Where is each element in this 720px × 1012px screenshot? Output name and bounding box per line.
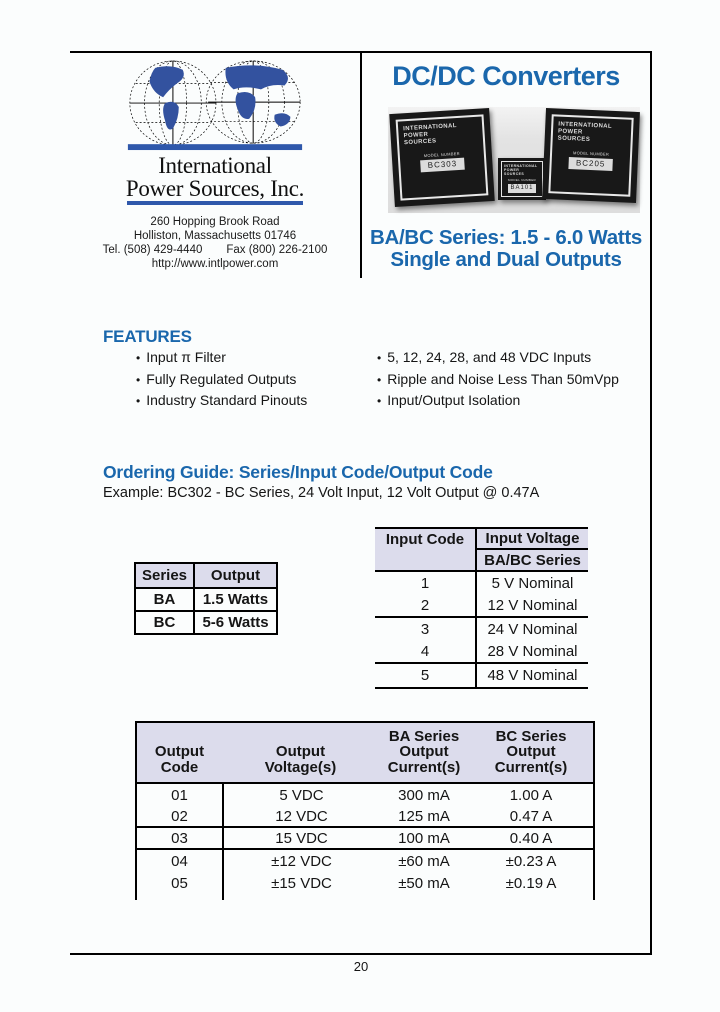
- table-header-cell: [379, 723, 469, 784]
- feature-text: Industry Standard Pinouts: [146, 392, 308, 409]
- header-line: Current(s): [387, 758, 461, 776]
- company-name-line1: International: [158, 153, 272, 178]
- module-model-caption: MODEL NUMBER: [508, 178, 536, 182]
- module-model-caption: MODEL NUMBER: [572, 150, 610, 157]
- table-cell: 28 V Nominal: [475, 641, 588, 664]
- table-cell: 0.40 A: [469, 828, 593, 850]
- header-line: Code: [160, 758, 199, 776]
- table-cell: 01: [171, 786, 188, 804]
- features-list-right: [377, 347, 619, 412]
- company-name-line2: Power Sources, Inc.: [125, 176, 305, 201]
- right-rule: [650, 51, 652, 955]
- table-cell: ±0.23 A: [505, 852, 557, 870]
- module-brand-line: SOURCES: [403, 138, 437, 147]
- table-cell: 125 mA: [379, 806, 469, 828]
- module-brand-line: INTERNATIONAL: [558, 121, 613, 130]
- product-title: DC/DC Converters: [392, 61, 620, 91]
- header-line: Current(s): [494, 758, 568, 776]
- table-cell: 02: [137, 806, 222, 828]
- ordering-guide-heading: Ordering Guide: Series/Input Code/Output Code: [103, 462, 493, 482]
- table-header-cell: Series: [136, 564, 193, 587]
- table-cell: 12 V Nominal: [475, 595, 588, 618]
- table-cell: 5 VDC: [222, 784, 379, 806]
- module-brand-line: INTERNATIONAL: [403, 123, 458, 133]
- address-street: 260 Hopping Brook Road: [150, 216, 280, 228]
- module-model-number: BC303: [420, 158, 465, 173]
- table-cell: 5: [420, 667, 430, 684]
- table-cell: 0.47 A: [469, 806, 593, 828]
- output-code-table: [135, 721, 595, 900]
- feature-item: [377, 369, 619, 391]
- features-list-left: [136, 347, 307, 412]
- module-brand-line: POWER: [557, 128, 583, 136]
- series-subtitle-line1: BA/BC Series: 1.5 - 6.0 Watts: [370, 226, 642, 249]
- table-header-cell: [222, 723, 379, 784]
- feature-item: [377, 390, 619, 412]
- series-output-table: [134, 562, 278, 635]
- table-cell: 15 VDC: [222, 828, 379, 850]
- page-number: 20: [353, 959, 369, 974]
- converter-module-center: [498, 158, 546, 200]
- bullet-icon: •: [377, 394, 382, 409]
- table-cell: 100 mA: [379, 828, 469, 850]
- table-subheader-cell: BA/BC Series: [475, 550, 588, 572]
- table-cell: 48 V Nominal: [475, 664, 588, 687]
- input-code-table: [375, 527, 588, 689]
- letterhead: [70, 52, 360, 282]
- ordering-guide-example: Example: BC302 - BC Series, 24 Volt Input, 12 Volt Output @ 0.47A: [103, 485, 540, 501]
- header-line: Output: [399, 743, 449, 760]
- module-model-number: BA101: [508, 184, 536, 193]
- module-brand-line: SOURCES: [504, 172, 525, 176]
- table-cell: 2: [375, 595, 475, 618]
- header-line: Voltage(s): [264, 758, 337, 776]
- header-line: Output: [506, 743, 556, 760]
- table-cell: 12 VDC: [222, 806, 379, 828]
- table-cell: ±50 mA: [398, 874, 450, 892]
- header-line: BC Series: [495, 727, 567, 745]
- feature-item: [136, 347, 307, 369]
- series-subtitle-line2: Single and Dual Outputs: [390, 248, 622, 271]
- table-cell: 3: [420, 621, 430, 638]
- table-cell: BA: [136, 587, 193, 610]
- feature-text: Input π Filter: [146, 349, 226, 365]
- telephone-number: Tel. (508) 429-4440: [102, 244, 203, 256]
- table-cell: 1.00 A: [509, 786, 553, 804]
- bottom-rule: [70, 953, 652, 955]
- feature-item: [136, 390, 307, 412]
- module-model-number: BC205: [568, 157, 612, 171]
- address-city: Holliston, Massachusetts 01746: [133, 230, 297, 242]
- bullet-icon: •: [377, 351, 382, 365]
- globe-logo-icon: [127, 60, 303, 152]
- table-header-cell: Input Voltage: [475, 529, 588, 550]
- module-model-caption: MODEL NUMBER: [423, 150, 460, 159]
- header-line: BA Series: [388, 727, 460, 745]
- table-cell: 04: [171, 852, 188, 870]
- table-filler-cell: [379, 894, 469, 900]
- table-header-cell: [137, 723, 222, 784]
- module-brand-line: SOURCES: [557, 135, 591, 143]
- table-cell: ±12 VDC: [222, 850, 379, 872]
- table-filler-cell: [137, 894, 222, 900]
- feature-text: 5, 12, 24, 28, and 48 VDC Inputs: [387, 349, 592, 365]
- converter-module-left: [389, 108, 494, 207]
- table-cell: 24 V Nominal: [475, 618, 588, 641]
- feature-item: [136, 369, 307, 391]
- table-cell: ±60 mA: [398, 852, 450, 870]
- module-brand-line: POWER: [403, 131, 429, 140]
- table-cell: 4: [375, 641, 475, 664]
- website-url: http://www.intlpower.com: [151, 258, 279, 270]
- table-cell: 5-6 Watts: [193, 610, 276, 633]
- product-panel: [362, 52, 650, 278]
- table-cell: ±15 VDC: [222, 872, 379, 894]
- feature-text: Fully Regulated Outputs: [146, 370, 297, 387]
- table-filler-cell: [222, 894, 379, 900]
- logo-underline: [127, 201, 303, 205]
- table-cell: 1: [420, 575, 430, 592]
- module-brand-line: INTERNATIONAL: [504, 164, 538, 168]
- feature-item: [377, 347, 619, 369]
- table-cell: 03: [137, 828, 222, 850]
- table-filler-cell: [469, 894, 593, 900]
- table-cell: 1.5 Watts: [193, 587, 276, 610]
- table-cell: 5 V Nominal: [475, 572, 588, 595]
- table-cell: BC: [136, 610, 193, 633]
- fax-number: Fax (800) 226-2100: [226, 244, 328, 256]
- bullet-icon: •: [136, 394, 141, 409]
- table-cell: ±0.19 A: [505, 874, 557, 892]
- converter-module-right: [542, 108, 640, 203]
- table-header-cell: Output: [193, 564, 276, 587]
- feature-text: Ripple and Noise Less Than 50mVpp: [387, 370, 619, 387]
- module-brand-line: POWER: [504, 168, 520, 172]
- table-cell: 300 mA: [398, 786, 450, 804]
- phone-fax-line: [70, 244, 360, 257]
- bullet-icon: •: [136, 351, 141, 365]
- header-line: Output: [154, 743, 205, 760]
- table-header-cell: [469, 723, 593, 784]
- product-photo: [388, 107, 640, 213]
- header-line: Output: [275, 743, 326, 760]
- table-cell: 05: [171, 874, 188, 892]
- features-heading: FEATURES: [103, 327, 192, 346]
- bullet-icon: •: [377, 372, 382, 387]
- table-header-cell: Input Code: [375, 529, 475, 550]
- bullet-icon: •: [136, 372, 141, 387]
- table-header-cell: [375, 550, 475, 572]
- feature-text: Input/Output Isolation: [387, 392, 521, 409]
